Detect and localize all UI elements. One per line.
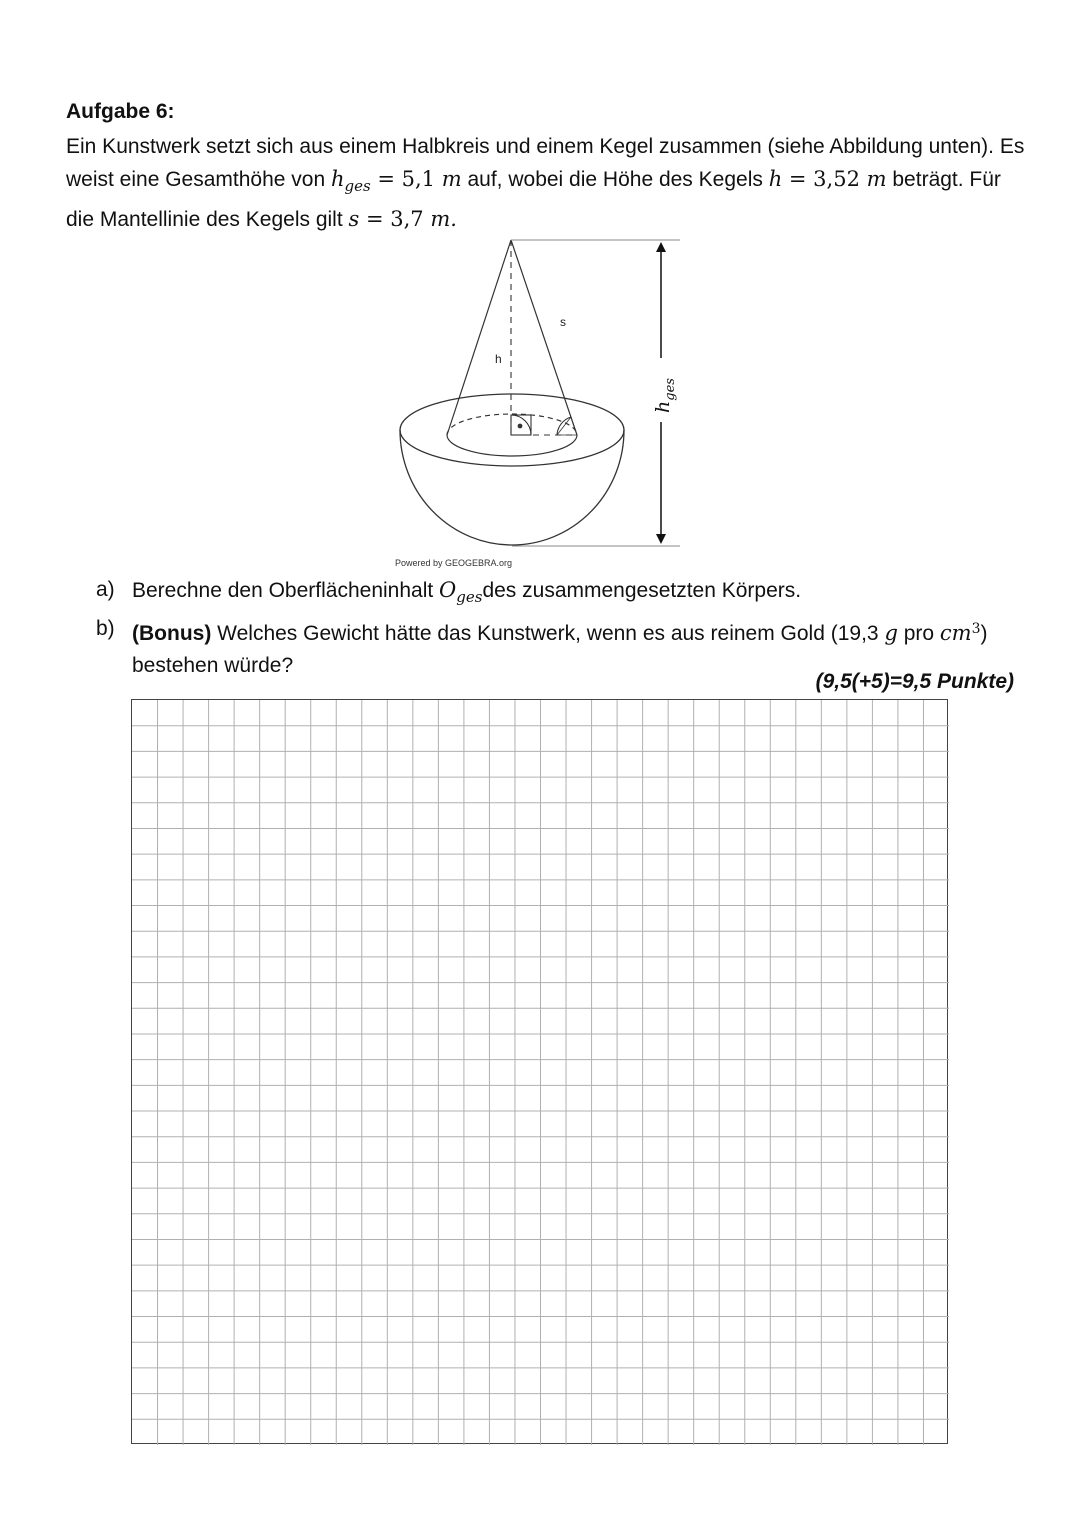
task-title: Aufgabe 6: <box>66 100 175 123</box>
h-symbol: h <box>768 167 783 191</box>
task-list <box>96 574 1036 682</box>
task-description: Ein Kunstwerk setzt sich aus einem Halbkreis und einem Kegel zusammen (siehe Abbildung unten). Es weist eine Gesamthöhe von $h_{ges} = 5,1$ m auf, wobei die Höhe des Kegels h = 3,52 m beträgt. Für die Mantellinie des Kegels gilt s = 3,7 m. <box>66 135 1025 231</box>
label-h: h <box>495 352 502 366</box>
cone-hemisphere-figure <box>380 230 700 570</box>
label-hges: $h_{ges}$ <box>652 378 678 413</box>
cone-side-left <box>447 240 511 435</box>
points-label: (9,5(+5)=9,5 Punkte) <box>815 670 1014 693</box>
figure-svg <box>380 230 700 570</box>
grid-lines <box>132 700 949 1445</box>
oges-symbol: $O_{ges}$ <box>439 578 483 606</box>
geogebra-credit: Powered by GEOGEBRA.org <box>395 558 513 568</box>
task-a: a) Berechne den Oberflächeninhalt $O_{ges}des$ zusammengesetzten Körpers. <box>96 578 802 606</box>
cone-slant-line <box>511 240 577 435</box>
hemisphere-body <box>400 430 624 545</box>
hges-symbol: $h_{ges}$ <box>330 167 371 195</box>
answer-grid[interactable] <box>131 699 948 1444</box>
s-symbol: s <box>348 207 360 231</box>
label-s: s <box>560 315 566 329</box>
hemisphere-rim <box>400 394 624 466</box>
cone-base-front <box>447 435 577 456</box>
task-b: b) (Bonus) Welches Gewicht hätte das Kunstwerk, wenn es aus reinem Gold (19,3 g pro $cm^3$) bestehen würde? <box>96 617 988 677</box>
